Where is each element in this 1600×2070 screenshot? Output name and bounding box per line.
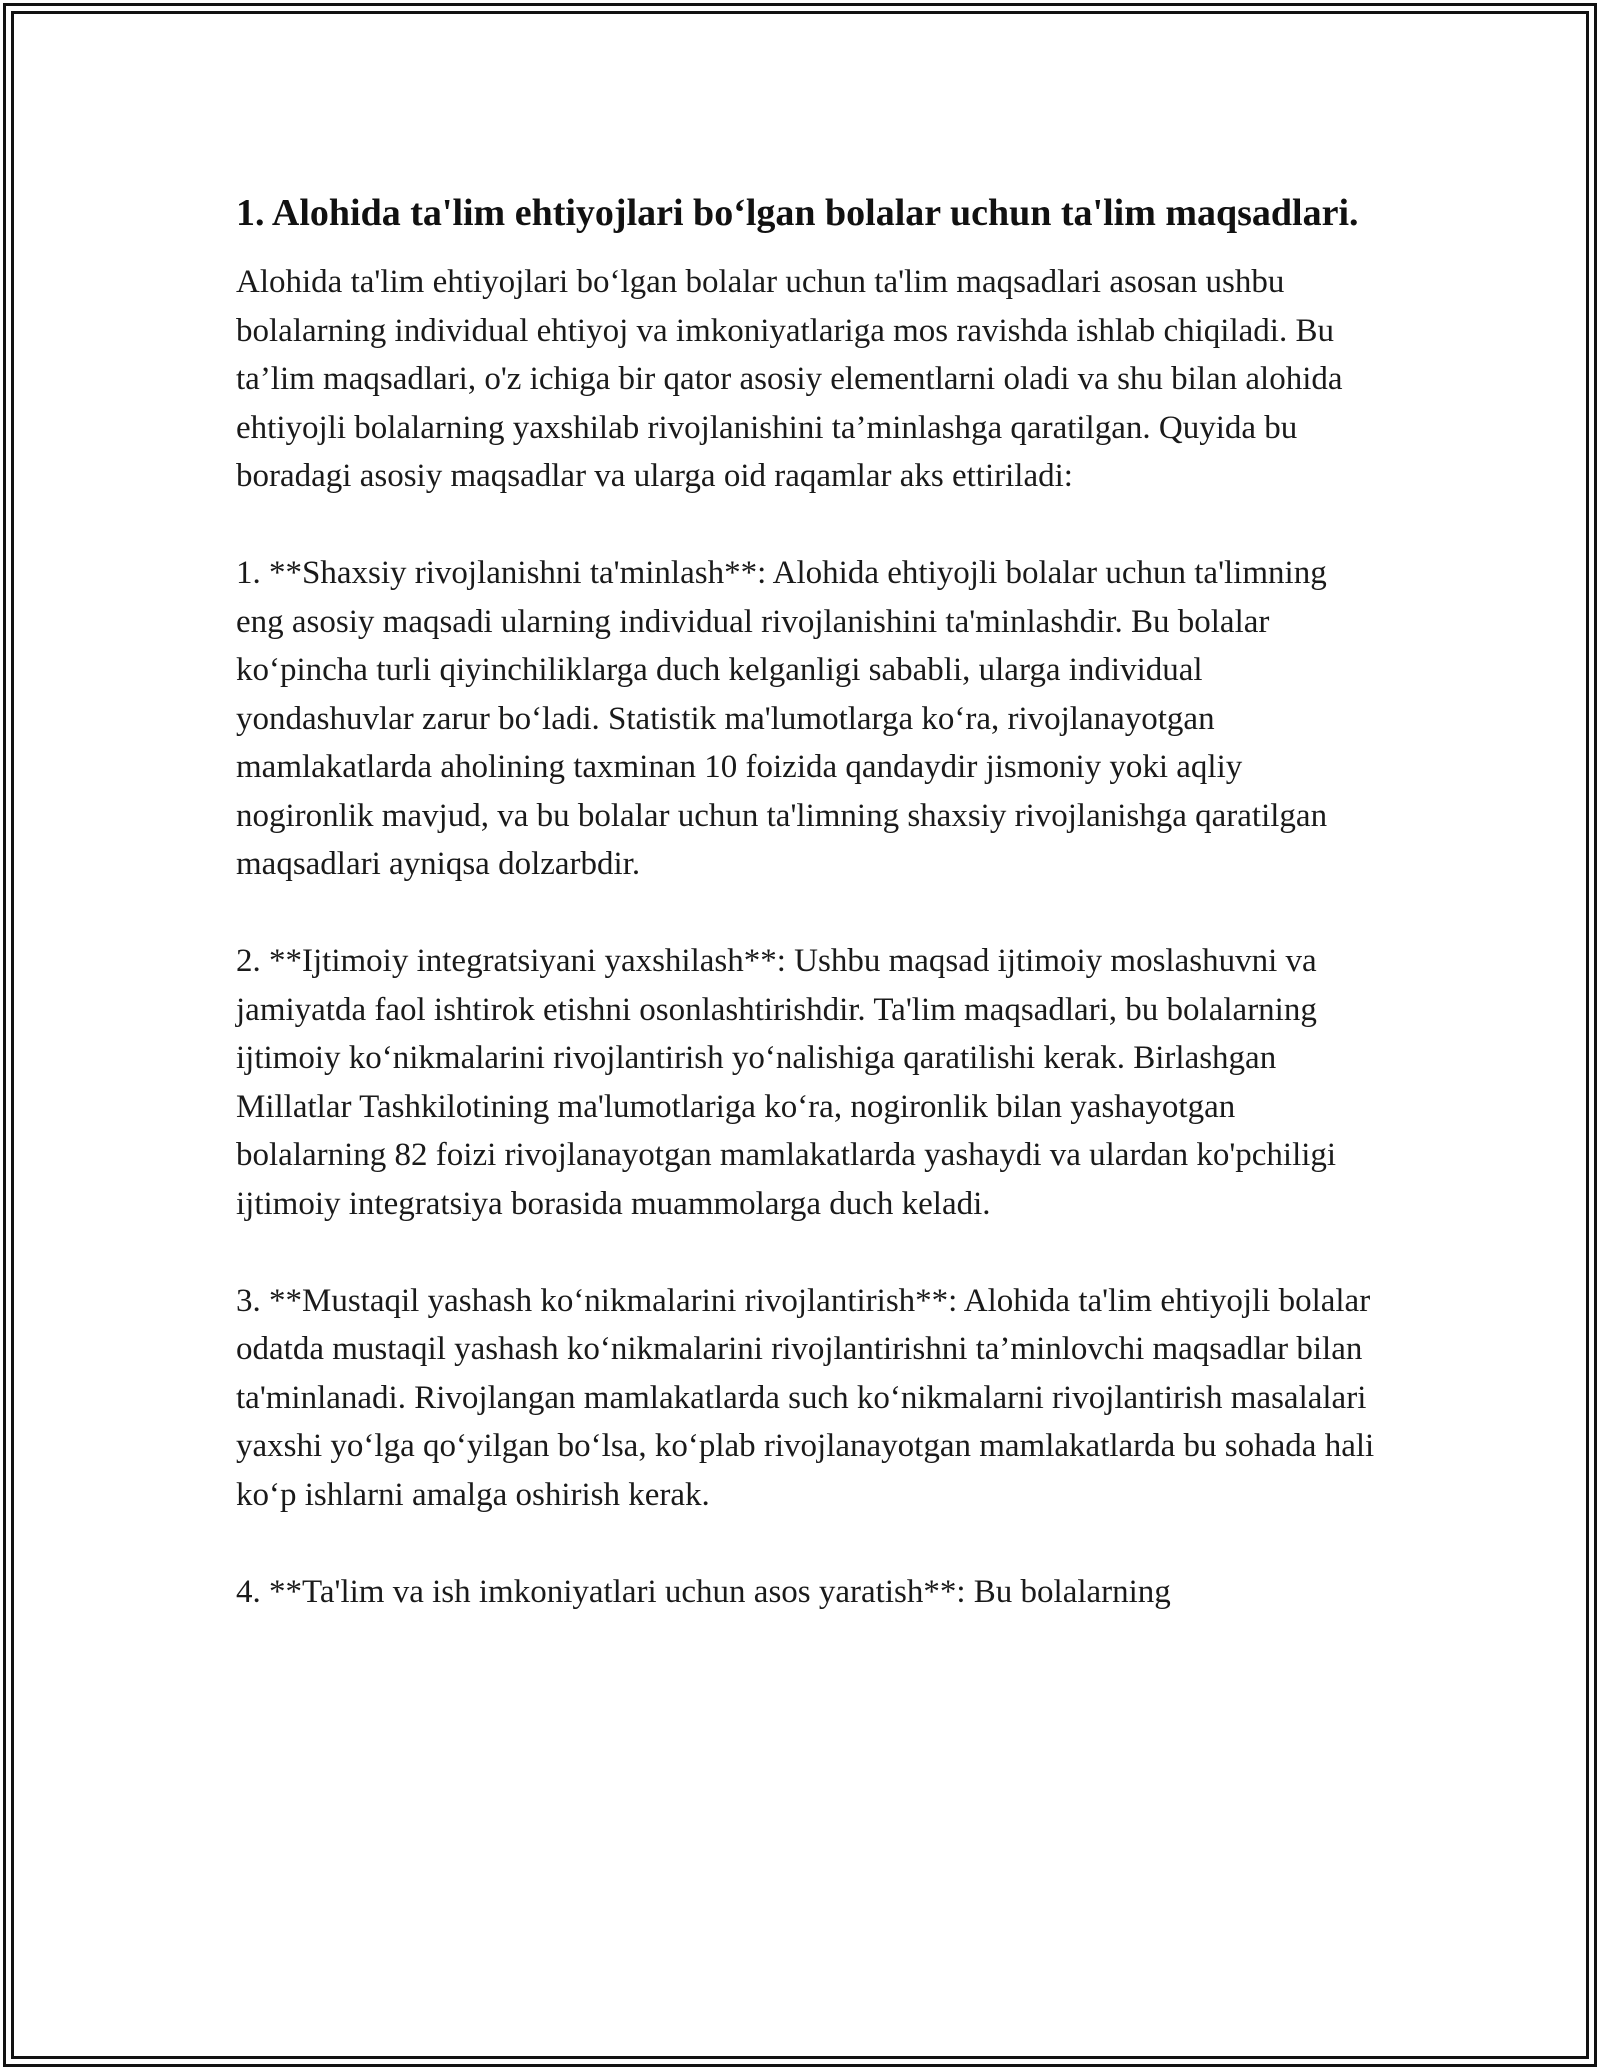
document-body: [236, 186, 1376, 1616]
goal-paragraph-4: 4. **Ta'lim va ish imkoniyatlari uchun asos yaratish**: Bu bolalarning: [236, 1573, 1171, 1610]
section-title: 1. Alohida ta'lim ehtiyojlari bo‘lgan bolalar uchun ta'lim maqsadlari.: [236, 192, 1359, 234]
goal-paragraph-3: 3. **Mustaqil yashash ko‘nikmalarini rivojlantirish**: Alohida ta'lim ehtiyojli bolalar odatda mustaqil yashash ko‘nikmalarini rivojlantirishni ta’minlovchi maqsadlar bilan ta'minlanadi. Rivojlangan mamlakatlarda such ko‘nikmalarni rivojlantirish masalalari yaxshi yo‘lga qo‘yilgan bo‘lsa, ko‘plab rivojlanayotgan mamlakatlarda bu sohada hali ko‘p ishlarni amalga oshirish kerak.: [236, 1282, 1375, 1513]
goal-paragraph-1: 1. **Shaxsiy rivojlanishni ta'minlash**: Alohida ehtiyojli bolalar uchun ta'limning eng asosiy maqsadi ularning individual rivojlanishini ta'minlashdir. Bu bolalar ko‘pincha turli qiyinchiliklarga duch kelganligi sababli, ularga individual yondashuvlar zarur bo‘ladi. Statistik ma'lumotlarga ko‘ra, rivojlanayotgan mamlakatlarda aholining taxminan 10 foizida qandaydir jismoniy yoki aqliy nogironlik mavjud, va bu bolalar uchun ta'limning shaxsiy rivojlanishga qaratilgan maqsadlari ayniqsa dolzarbdir.: [236, 555, 1328, 882]
goal-paragraph-2: 2. **Ijtimoiy integratsiyani yaxshilash**: Ushbu maqsad ijtimoiy moslashuvni va jamiyatda faol ishtirok etishni osonlashtirishdir. Ta'lim maqsadlari, bu bolalarning ijtimoiy ko‘nikmalarini rivojlantirish yo‘nalishiga qaratilishi kerak. Birlashgan Millatlar Tashkilotining ma'lumotlariga ko‘ra, nogironlik bilan yashayotgan bolalarning 82 foizi rivojlanayotgan mamlakatlarda yashaydi va ulardan ko'pchiligi ijtimoiy integratsiya borasida muammolarga duch keladi.: [236, 943, 1337, 1222]
intro-paragraph: Alohida ta'lim ehtiyojlari bo‘lgan bolalar uchun ta'lim maqsadlari asosan ushbu bolalarning individual ehtiyoj va imkoniyatlariga mos ravishda ishlab chiqiladi. Bu ta’lim maqsadlari, o'z ichiga bir qator asosiy elementlarni oladi va shu bilan alohida ehtiyojli bolalarning yaxshilab rivojlanishini ta’minlashga qaratilgan. Quyida bu boradagi asosiy maqsadlar va ularga oid raqamlar aks ettiriladi:: [236, 264, 1343, 494]
